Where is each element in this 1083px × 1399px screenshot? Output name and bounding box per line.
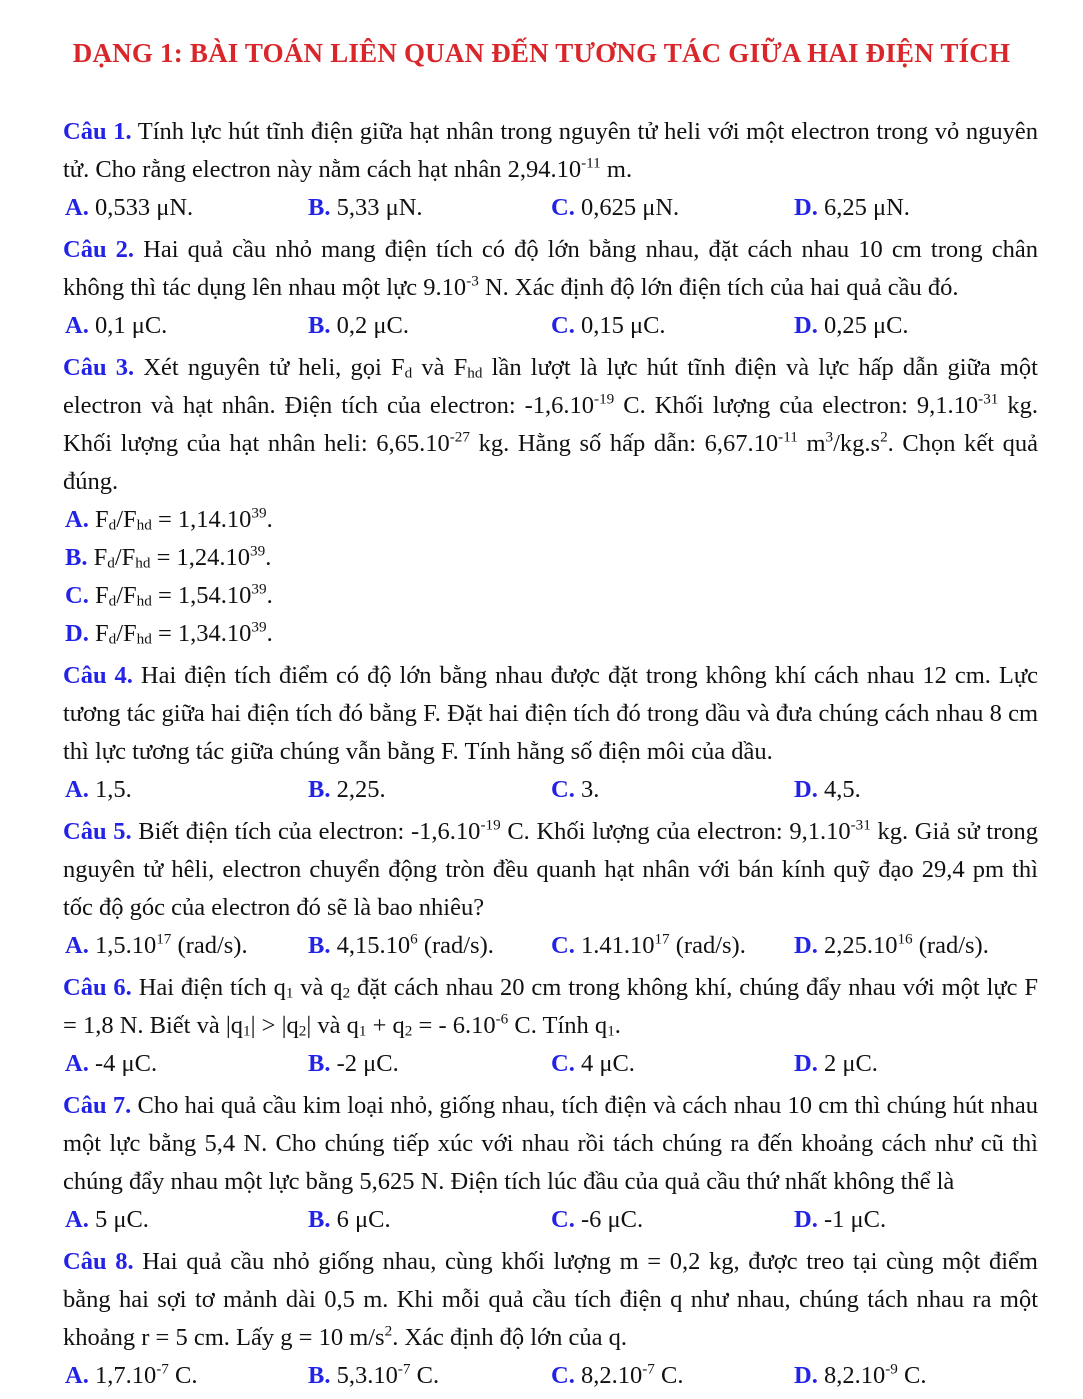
question-body: Hai điện tích $q_1$ và $q_2$ đặt cách nhau 20 cm trong không khí, chúng đẩy nhau với một lực F = 1,8 N. Biết và $|q_1| > |q_2|$ và $q_1 + q_2$ = - $6.10^{-6}$ C. Tính $q_1$. bbox=[63, 974, 1039, 1040]
option-text: 0,625 μN. bbox=[580, 194, 680, 221]
option-text: 2,25.10$^{16}$ (rad/s). bbox=[823, 930, 989, 959]
option-label: B. bbox=[308, 1206, 331, 1233]
question-body: Biết điện tích của electron: $-1,6.10^{-19}$ C. Khối lượng của electron: $9,1.10^{-31}$ kg. Giả sử trong nguyên tử hêli, electron chuyển động tròn đều quanh hạt nhân với bán kính quỹ đạo 29,4 pm thì tốc độ góc của electron đó sẽ là bao nhiêu? bbox=[63, 816, 1039, 921]
option-text: 5,33 μN. bbox=[336, 194, 423, 221]
question-text bbox=[63, 113, 1038, 189]
answer-options bbox=[63, 1201, 1038, 1239]
answer-option-d[interactable] bbox=[794, 307, 1037, 345]
answer-options bbox=[63, 771, 1038, 809]
question-text bbox=[63, 1243, 1038, 1357]
option-label: A. bbox=[65, 932, 89, 959]
option-text: 4,15.10$^6$ (rad/s). bbox=[336, 930, 494, 959]
answer-option-b[interactable] bbox=[308, 1045, 551, 1083]
question-text bbox=[63, 813, 1038, 927]
option-text: -4 μC. bbox=[94, 1050, 158, 1077]
option-label: B. bbox=[308, 1050, 331, 1077]
option-label: C. bbox=[551, 1050, 575, 1077]
option-text: 1,5.10$^{17}$ (rad/s). bbox=[94, 930, 248, 959]
option-text: $5,3.10^{-7}$ C. bbox=[336, 1360, 440, 1389]
question-8 bbox=[63, 1243, 1038, 1395]
option-label: B. bbox=[308, 932, 331, 959]
question-text bbox=[63, 969, 1038, 1045]
option-label: C. bbox=[551, 312, 575, 339]
answer-option-d[interactable] bbox=[794, 1045, 1037, 1083]
answer-option-b[interactable] bbox=[308, 927, 551, 965]
option-label: C. bbox=[551, 194, 575, 221]
option-text: -2 μC. bbox=[336, 1050, 399, 1077]
option-label: A. bbox=[65, 1206, 89, 1233]
question-body: Hai quả cầu nhỏ giống nhau, cùng khối lượng m = 0,2 kg, được treo tại cùng một điểm bằng hai sợi tơ mảnh dài 0,5 m. Khi mỗi quả cầu tích điện q như nhau, chúng tách nhau ra một khoảng r = 5 cm. Lấy g = 10 $m/s^2$. Xác định độ lớn của q. bbox=[63, 1248, 1038, 1351]
question-body: Xét nguyên tử heli, gọi $F_d$ và $F_{hd}$ lần lượt là lực hút tĩnh điện và lực hấp dẫn giữa một electron và hạt nhân. Điện tích của electron: $-1,6.10^{-19}$ C. Khối lượng của electron: $9,1.10^{-31}$ kg. Khối lượng của hạt nhân heli: $6,65.10^{-27}$ kg. Hằng số hấp dẫn: $6,67.10^{-11}$ $m^3/kg.s^2$. Chọn kết quả đúng. bbox=[63, 354, 1038, 495]
answer-option-d[interactable] bbox=[794, 1357, 1037, 1395]
option-text: 6,25 μN. bbox=[823, 194, 910, 221]
answer-option-c[interactable] bbox=[551, 771, 794, 809]
option-label: D. bbox=[794, 1050, 818, 1077]
answer-option-c[interactable] bbox=[551, 1357, 794, 1395]
answer-option-b[interactable] bbox=[65, 539, 560, 577]
option-text: $F_d/F_{hd} = 1,24.10^{39}$. bbox=[93, 542, 272, 572]
answer-option-a[interactable] bbox=[65, 927, 308, 965]
option-text: -1 μC. bbox=[823, 1206, 887, 1233]
option-label: A. bbox=[65, 506, 89, 533]
option-text: $F_d/F_{hd} = 1,14.10^{39}$. bbox=[94, 504, 273, 534]
option-label: C. bbox=[551, 776, 575, 803]
question-body: Hai điện tích điểm có độ lớn bằng nhau được đặt trong không khí cách nhau 12 cm. Lực tương tác giữa hai điện tích đó bằng F. Đặt hai điện tích đó trong dầu và đưa chúng cách nhau 8 cm thì lực tương tác giữa chúng vẫn bằng F. Tính hằng số điện môi của dầu. bbox=[63, 662, 1039, 765]
question-text bbox=[63, 349, 1038, 501]
option-text: $8,2.10^{-9}$ C. bbox=[823, 1360, 927, 1389]
option-text: 4 μC. bbox=[580, 1050, 635, 1077]
question-body: Cho hai quả cầu kim loại nhỏ, giống nhau, tích điện và cách nhau 10 cm thì chúng hút nhau một lực bằng 5,4 N. Cho chúng tiếp xúc với nhau rồi tách chúng ra đến khoảng cách như cũ thì chúng đẩy nhau một lực bằng 5,625 N. Điện tích lúc đầu của quả cầu thứ nhất không thể là bbox=[63, 1092, 1039, 1195]
option-label: D. bbox=[794, 1362, 818, 1389]
option-label: A. bbox=[65, 312, 89, 339]
option-text: 1.41.10$^{17}$ (rad/s). bbox=[580, 930, 746, 959]
answer-option-b[interactable] bbox=[308, 1201, 551, 1239]
answer-option-d[interactable] bbox=[794, 927, 1037, 965]
question-5 bbox=[63, 813, 1038, 965]
answer-option-c[interactable] bbox=[551, 1045, 794, 1083]
question-4 bbox=[63, 657, 1038, 809]
answer-option-d[interactable] bbox=[794, 771, 1037, 809]
option-text: $F_d/F_{hd} = 1,34.10^{39}$. bbox=[94, 618, 273, 648]
option-label: B. bbox=[308, 194, 331, 221]
option-text: $1,7.10^{-7}$ C. bbox=[94, 1360, 198, 1389]
answer-option-d[interactable] bbox=[794, 189, 1037, 227]
option-text: $8,2.10^{-7}$ C. bbox=[580, 1360, 684, 1389]
answer-options bbox=[63, 1045, 1038, 1083]
option-label: A. bbox=[65, 194, 89, 221]
option-text: 2,25. bbox=[336, 776, 386, 803]
answer-option-a[interactable] bbox=[65, 771, 308, 809]
option-label: B. bbox=[308, 312, 331, 339]
question-label: Câu 4. bbox=[63, 662, 133, 689]
option-text: 4,5. bbox=[823, 776, 861, 803]
question-label: Câu 5. bbox=[63, 818, 132, 845]
option-text: 0,533 μN. bbox=[94, 194, 194, 221]
option-label: D. bbox=[794, 776, 818, 803]
option-label: C. bbox=[551, 1362, 575, 1389]
option-label: B. bbox=[308, 1362, 331, 1389]
question-6 bbox=[63, 969, 1038, 1083]
answer-option-c[interactable] bbox=[65, 577, 560, 615]
question-1 bbox=[63, 113, 1038, 227]
answer-options bbox=[63, 307, 1038, 345]
answer-option-c[interactable] bbox=[551, 189, 794, 227]
answer-option-d[interactable] bbox=[65, 615, 560, 653]
question-label: Câu 7. bbox=[63, 1092, 132, 1119]
answer-option-c[interactable] bbox=[551, 927, 794, 965]
question-label: Câu 2. bbox=[63, 236, 135, 263]
option-label: D. bbox=[794, 1206, 818, 1233]
question-2 bbox=[63, 231, 1038, 345]
option-label: D. bbox=[65, 620, 89, 647]
question-7 bbox=[63, 1087, 1038, 1239]
question-label: Câu 6. bbox=[63, 974, 132, 1001]
answer-option-a[interactable] bbox=[65, 1201, 308, 1239]
option-text: -6 μC. bbox=[580, 1206, 644, 1233]
answer-option-b[interactable] bbox=[308, 307, 551, 345]
answer-option-a[interactable] bbox=[65, 1357, 308, 1395]
option-text: 5 μC. bbox=[94, 1206, 149, 1233]
option-text: 0,15 μC. bbox=[580, 312, 666, 339]
option-label: C. bbox=[551, 932, 575, 959]
answer-option-b[interactable] bbox=[308, 189, 551, 227]
question-text bbox=[63, 1087, 1038, 1201]
answer-options bbox=[63, 501, 1038, 653]
option-label: A. bbox=[65, 1050, 89, 1077]
option-label: D. bbox=[794, 932, 818, 959]
question-text bbox=[63, 657, 1038, 771]
option-label: D. bbox=[794, 194, 818, 221]
answer-option-a[interactable] bbox=[65, 501, 560, 539]
option-label: B. bbox=[65, 544, 88, 571]
option-label: B. bbox=[308, 776, 331, 803]
answer-option-b[interactable] bbox=[308, 771, 551, 809]
answer-option-a[interactable] bbox=[65, 1045, 308, 1083]
question-label: Câu 3. bbox=[63, 354, 135, 381]
option-label: C. bbox=[551, 1206, 575, 1233]
answer-options bbox=[63, 927, 1038, 965]
option-text: 2 μC. bbox=[823, 1050, 878, 1077]
option-label: A. bbox=[65, 776, 89, 803]
option-text: 3. bbox=[580, 776, 600, 803]
option-text: 6 μC. bbox=[336, 1206, 391, 1233]
option-text: 1,5. bbox=[94, 776, 132, 803]
option-label: D. bbox=[794, 312, 818, 339]
answer-option-b[interactable] bbox=[308, 1357, 551, 1395]
question-label: Câu 1. bbox=[63, 118, 132, 145]
question-text bbox=[63, 231, 1038, 307]
answer-option-c[interactable] bbox=[551, 307, 794, 345]
question-list bbox=[63, 113, 1038, 1399]
option-label: C. bbox=[65, 582, 89, 609]
answer-option-a[interactable] bbox=[65, 307, 308, 345]
answer-options bbox=[63, 189, 1038, 227]
question-body: Hai quả cầu nhỏ mang điện tích có độ lớn bằng nhau, đặt cách nhau 10 cm trong chân không thì tác dụng lên nhau một lực $9.10^{-3}$ N. Xác định độ lớn điện tích của hai quả cầu đó. bbox=[63, 236, 1038, 301]
option-text: 0,2 μC. bbox=[336, 312, 409, 339]
question-3 bbox=[63, 349, 1038, 653]
option-text: 0,1 μC. bbox=[94, 312, 168, 339]
option-label: A. bbox=[65, 1362, 89, 1389]
option-text: $F_d/F_{hd} = 1,54.10^{39}$. bbox=[94, 580, 273, 610]
answer-option-d[interactable] bbox=[794, 1201, 1037, 1239]
question-body: Tính lực hút tĩnh điện giữa hạt nhân trong nguyên tử heli với một electron trong vỏ nguyên tử. Cho rằng electron này nằm cách hạt nhân $2,94.10^{-11}$ m. bbox=[63, 118, 1039, 183]
option-text: 0,25 μC. bbox=[823, 312, 909, 339]
answer-option-c[interactable] bbox=[551, 1201, 794, 1239]
answer-option-a[interactable] bbox=[65, 189, 308, 227]
answer-options bbox=[63, 1357, 1038, 1395]
question-label: Câu 8. bbox=[63, 1248, 134, 1275]
page-title: DẠNG 1: BÀI TOÁN LIÊN QUAN ĐẾN TƯƠNG TÁC GIỮA HAI ĐIỆN TÍCH bbox=[72, 38, 1011, 68]
